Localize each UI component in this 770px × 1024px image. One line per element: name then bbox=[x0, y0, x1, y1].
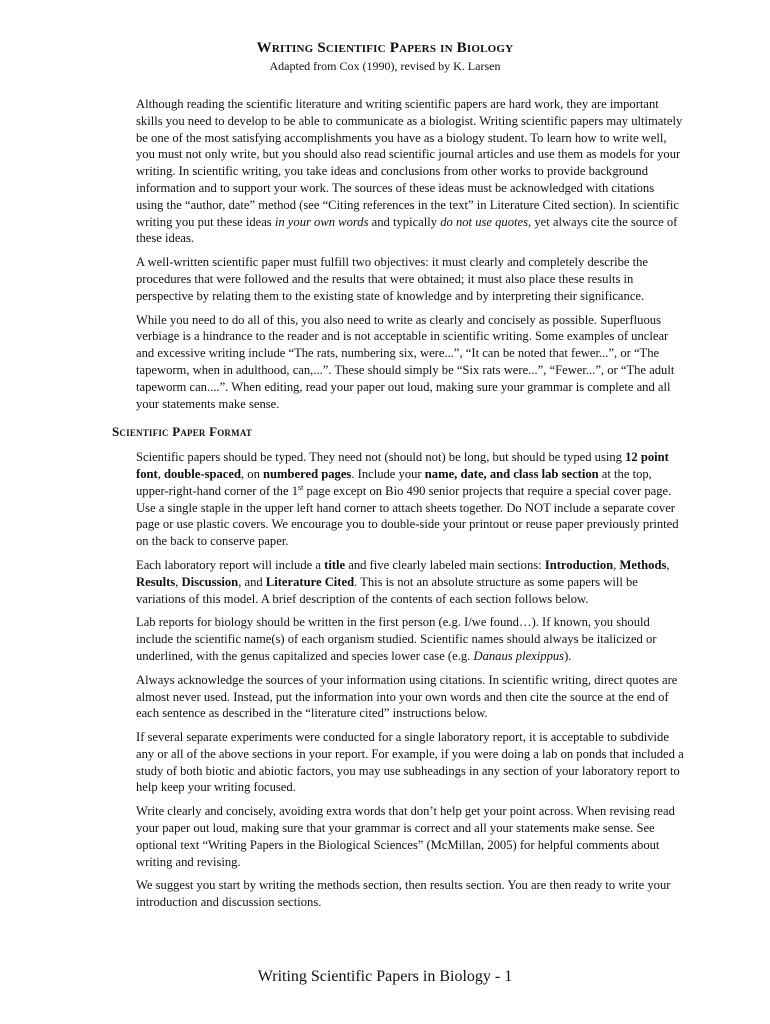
page-footer: Writing Scientific Papers in Biology - 1 bbox=[257, 968, 513, 985]
section-heading-format: Scientific Paper Format bbox=[112, 424, 253, 440]
superscript-st: st bbox=[298, 482, 304, 492]
bold-numbered-pages: numbered pages bbox=[263, 466, 352, 481]
text-run: , bbox=[666, 557, 670, 572]
text-run: Each laboratory report will include a bbox=[136, 557, 325, 572]
document-subtitle: Adapted from Cox (1990), revised by K. Larsen bbox=[269, 59, 501, 73]
format-paragraph-2 bbox=[136, 557, 684, 607]
text-run: and five clearly labeled main sections: bbox=[345, 557, 545, 572]
bold-title: title bbox=[324, 557, 346, 572]
intro-paragraph-2: A well-written scientific paper must fulfill two objectives: it must clearly and completely describe the procedures that were followed and the results that were obtained; it must also place these results in perspective by relating them to the existing state of knowledge and by interpreting their significance. bbox=[136, 255, 648, 303]
emphasis-own-words: in your own words bbox=[274, 214, 369, 229]
text-run: , bbox=[175, 574, 182, 589]
document-title: Writing Scientific Papers in Biology bbox=[256, 40, 514, 56]
bold-introduction: Introduction bbox=[544, 557, 614, 572]
emphasis-no-quotes: do not use quotes bbox=[440, 214, 529, 229]
bold-double-spaced: double-spaced bbox=[164, 466, 241, 481]
text-run: Scientific papers should be typed. They need not (should not) be long, but should be typed using bbox=[136, 450, 626, 465]
text-run: , bbox=[613, 557, 620, 572]
italic-species-name: Danaus plexippus bbox=[473, 648, 565, 663]
text-run: page except on Bio 490 senior projects that require a special cover page. Use a single staple in the upper left hand corner to attach sheets together. Do NOT include a separate cover page or use plastic covers. We encourage you to double-side your printout or reuse paper previously printed on the back to conserve paper. bbox=[136, 483, 679, 549]
text-run: Although reading the scientific literature and writing scientific papers are hard work, they are important skills you need to develop to be able to communicate as a biologist. Writing scientific papers may ultimately be one of the most satisfying accomplishments you have as a biology student. To learn how to write well, you must not only write, but you should also read scientific journal articles and use them as models for your writing. In scientific writing, you take ideas and conclusions from other works to provide background information and to support your work. The sources of these ideas must be acknowledged with citations using the “author, date” method (see “Citing references in the text” in Literature Cited section). In scientific writing you put these ideas bbox=[136, 97, 683, 229]
bold-results: Results bbox=[136, 574, 176, 589]
document-body bbox=[112, 96, 684, 918]
text-run: , and bbox=[238, 574, 266, 589]
text-run: , yet always cite the source of these ideas. bbox=[136, 214, 678, 246]
format-paragraph-7: We suggest you start by writing the methods section, then results section. You are then ready to write your introduction and discussion sections. bbox=[136, 878, 671, 910]
intro-paragraph-3: While you need to do all of this, you also need to write as clearly and concisely as possible. Superfluous verbiage is a hindrance to the reader and is not acceptable in scientific writing. Some examples of unclear and excessive writing include “The rats, numbering six, were...”, “It can be noted that fewer...”, or “The tapeworm, when in adulthood, can,...”. These should simply be “Six rats were...”, “Fewer...”, or “The adult tapeworm can....”. When editing, read your paper out loud, making sure your grammar is complete and all your statements make sense. bbox=[136, 312, 675, 411]
bold-literature-cited: Literature Cited bbox=[265, 574, 355, 589]
text-run: at the top, upper-right-hand corner of the 1 bbox=[136, 466, 652, 498]
intro-paragraph-1 bbox=[136, 96, 684, 247]
text-run: . This is not an absolute structure as some papers will be variations of this model. A brief description of the contents of each section follows below. bbox=[136, 574, 638, 606]
text-run: , bbox=[157, 466, 164, 481]
text-run: ). bbox=[564, 648, 572, 663]
format-paragraph-3 bbox=[136, 614, 684, 664]
format-paragraph-6: Write clearly and concisely, avoiding extra words that don’t help get your point across. When revising read your paper out loud, making sure that your grammar is correct and all your statements make sense. See optional text “Writing Papers in the Biological Sciences” (McMillan, 2005) for helpful comments about writing and revising. bbox=[136, 804, 675, 869]
bold-discussion: Discussion bbox=[181, 574, 239, 589]
format-paragraph-5: If several separate experiments were conducted for a single laboratory report, it is acceptable to subdivide any or all of the above sections in your report. For example, if you were doing a lab on ponds that included a study of both biotic and abiotic factors, you may use subheadings in any section of your laboratory report to help keep your writing focused. bbox=[136, 730, 684, 795]
text-run: and typically bbox=[368, 214, 441, 229]
text-run: Lab reports for biology should be written in the first person (e.g. I/we found…). If known, you should include the scientific name(s) of each organism studied. Scientific names should always be italicized or underlined, with the genus capitalized and species lower case (e.g. bbox=[136, 615, 657, 663]
format-paragraph-1 bbox=[136, 449, 684, 550]
bold-font-size: 12 point font bbox=[136, 450, 669, 481]
text-run: . Include your bbox=[351, 466, 425, 481]
format-paragraph-4: Always acknowledge the sources of your information using citations. In scientific writing, direct quotes are almost never used. Instead, put the information into your own words and then cite the source at the end of each sentence as described in the “literature cited” instructions below. bbox=[136, 672, 678, 721]
bold-name-date-section: name, date, and class lab section bbox=[424, 466, 599, 481]
text-run: , on bbox=[240, 466, 264, 481]
bold-methods: Methods bbox=[619, 557, 667, 572]
